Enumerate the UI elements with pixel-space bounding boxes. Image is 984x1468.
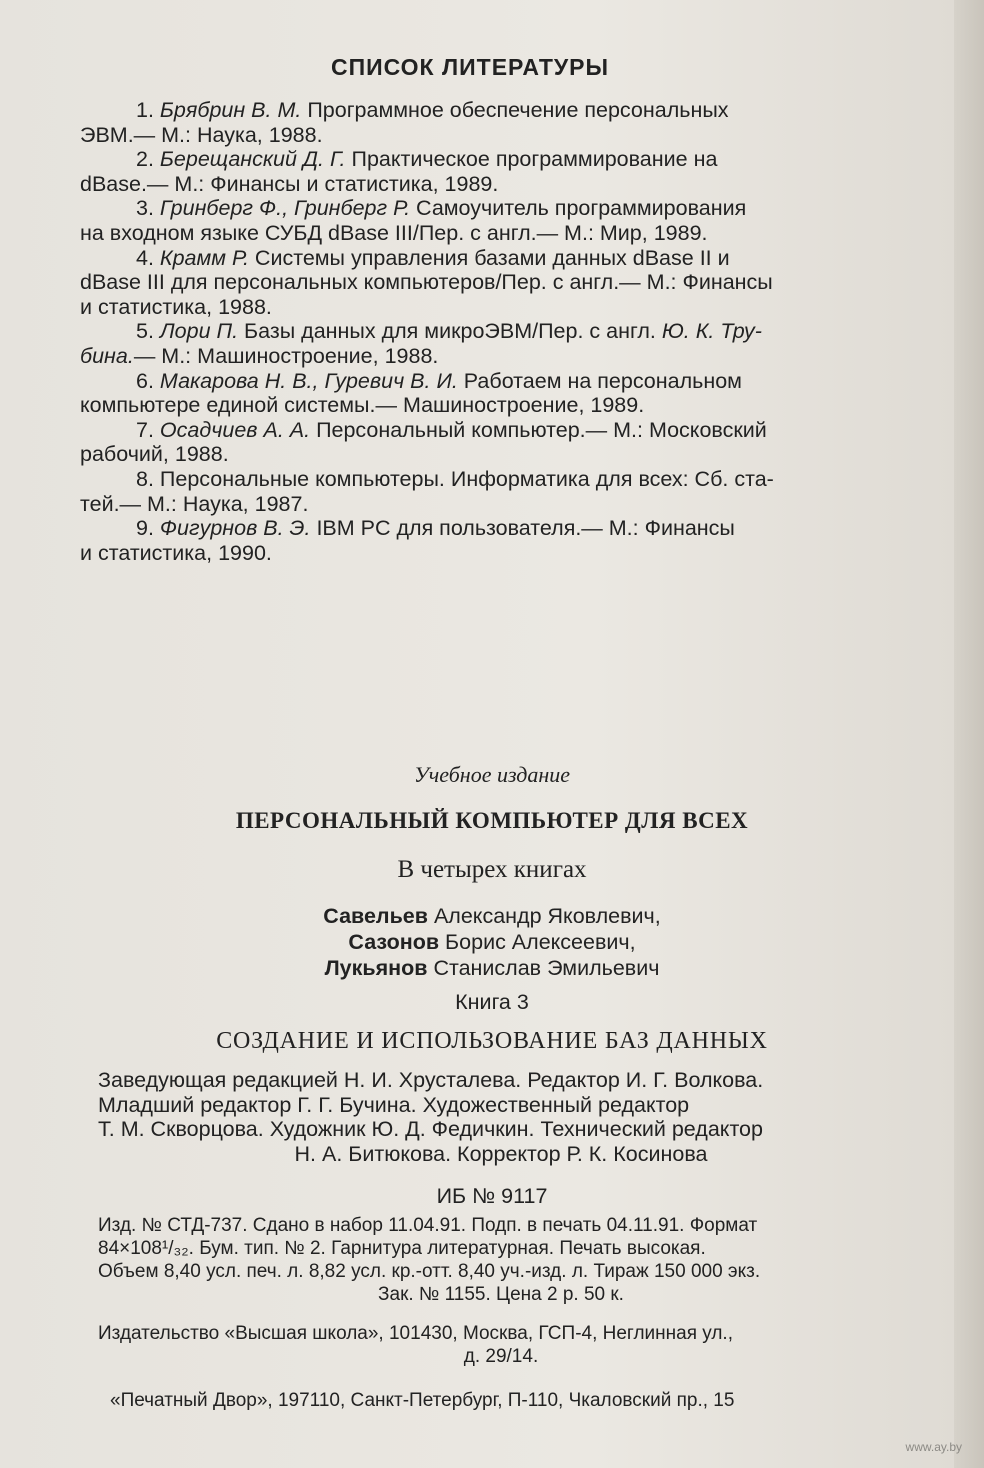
bib-entry: 1. Бpябpин В. М. Программное обеспечение персональных ЭВМ.— М.: Наука, 1988. [80,98,729,147]
pub-line: 84×108¹/₃₂. Бум. тип. № 2. Гарнитура литературная. Печать высокая. [98,1238,706,1259]
bib-entry: 8. Персональные компьютеры. Информатика для всех: Сб. ста- тей.— М.: Наука, 1987. [80,466,774,516]
staff-line: Т. М. Скворцова. Художник Ю. Д. Федичкин. Технический редактор [98,1117,763,1142]
address-line: Издательство «Высшая школа», 101430, Москва, ГСП-4, Неглинная ул., [98,1323,733,1344]
book-number: Книга 3 [455,990,529,1014]
bibliography-title: СПИСОК ЛИТЕРАТУРЫ [330,54,610,80]
staff-line: Н. А. Битюкова. Корректор Р. К. Косинова [294,1141,708,1166]
book-series-subtitle: В четырех книгах [397,856,587,883]
author-line: Лукьянов Станислав Эмильевич [324,956,660,980]
bib-entry: 4. Крамм Р. Системы управления базами данных dBase II и dBase III для персональных компьютеров/Пер. с англ.— М.: Финансы и статистика, 1988. [80,245,773,319]
book-series-title: ПЕРСОНАЛЬНЫЙ КОМПЬЮТЕР ДЛЯ ВСЕХ [235,808,749,833]
editorial-staff [98,1068,904,1166]
bib-entry: 7. Осадчиев А. А. Персональный компьютер.— М.: Московский рабочий, 1988. [80,417,767,467]
printer-info: «Печатный Двор», 197110, Санкт-Петербург, П-110, Чкаловский пр., 15 [110,1390,735,1411]
pub-line: Объем 8,40 усл. печ. л. 8,82 усл. кр.-отт. 8,40 уч.-изд. л. Тираж 150 000 экз. [98,1261,761,1282]
ib-number: ИБ № 9117 [436,1184,548,1208]
staff-line: Заведующая редакцией Н. И. Хрусталева. Редактор И. Г. Волкова. [98,1068,764,1092]
watermark: www.ay.by [905,1440,962,1454]
pub-line: Зак. № 1155. Цена 2 р. 50 к. [378,1284,624,1305]
pub-line: Изд. № СТД-737. Сдано в набор 11.04.91. Подп. в печать 04.11.91. Формат [98,1215,758,1236]
bib-entry: 3. Гринберг Ф., Гринберг Р. Самоучитель программирования на входном языке СУБД dBase III/Пер. с англ.— М.: Мир, 1989. [80,196,747,245]
author-line: Савельев Александр Яковлевич, [323,904,661,928]
staff-line: Младший редактор Г. Г. Бучина. Художественный редактор [98,1092,690,1117]
edition-type: Учебное издание [413,762,571,787]
address-line: д. 29/14. [463,1346,539,1367]
bib-entry: 9. Фигурнов В. Э. IBM PC для пользователя.— М.: Финансы и статистика, 1990. [80,516,735,565]
author-line: Сазонов Борис Алексеевич, [348,930,636,954]
book-title: СОЗДАНИЕ И ИСПОЛЬЗОВАНИЕ БАЗ ДАННЫХ [216,1028,768,1054]
bib-entry: 5. Лори П. Базы данных для микроЭВМ/Пер. с англ. Ю. К. Тру- бина.— М.: Машиностроение, 1988. [80,319,762,368]
bibliography-list [80,98,864,565]
bib-entry: 6. Макарова Н. В., Гуревич В. И. Работаем на персональном компьютере единой системы.— Машиностроение, 1989. [80,368,742,418]
publisher-address [98,1322,904,1368]
publishing-info [98,1214,904,1306]
bib-entry: 2. Берещанский Д. Г. Практическое программирование на dBase.— М.: Финансы и статистика, 1989. [80,147,718,196]
book-spine-shadow [954,0,984,1468]
